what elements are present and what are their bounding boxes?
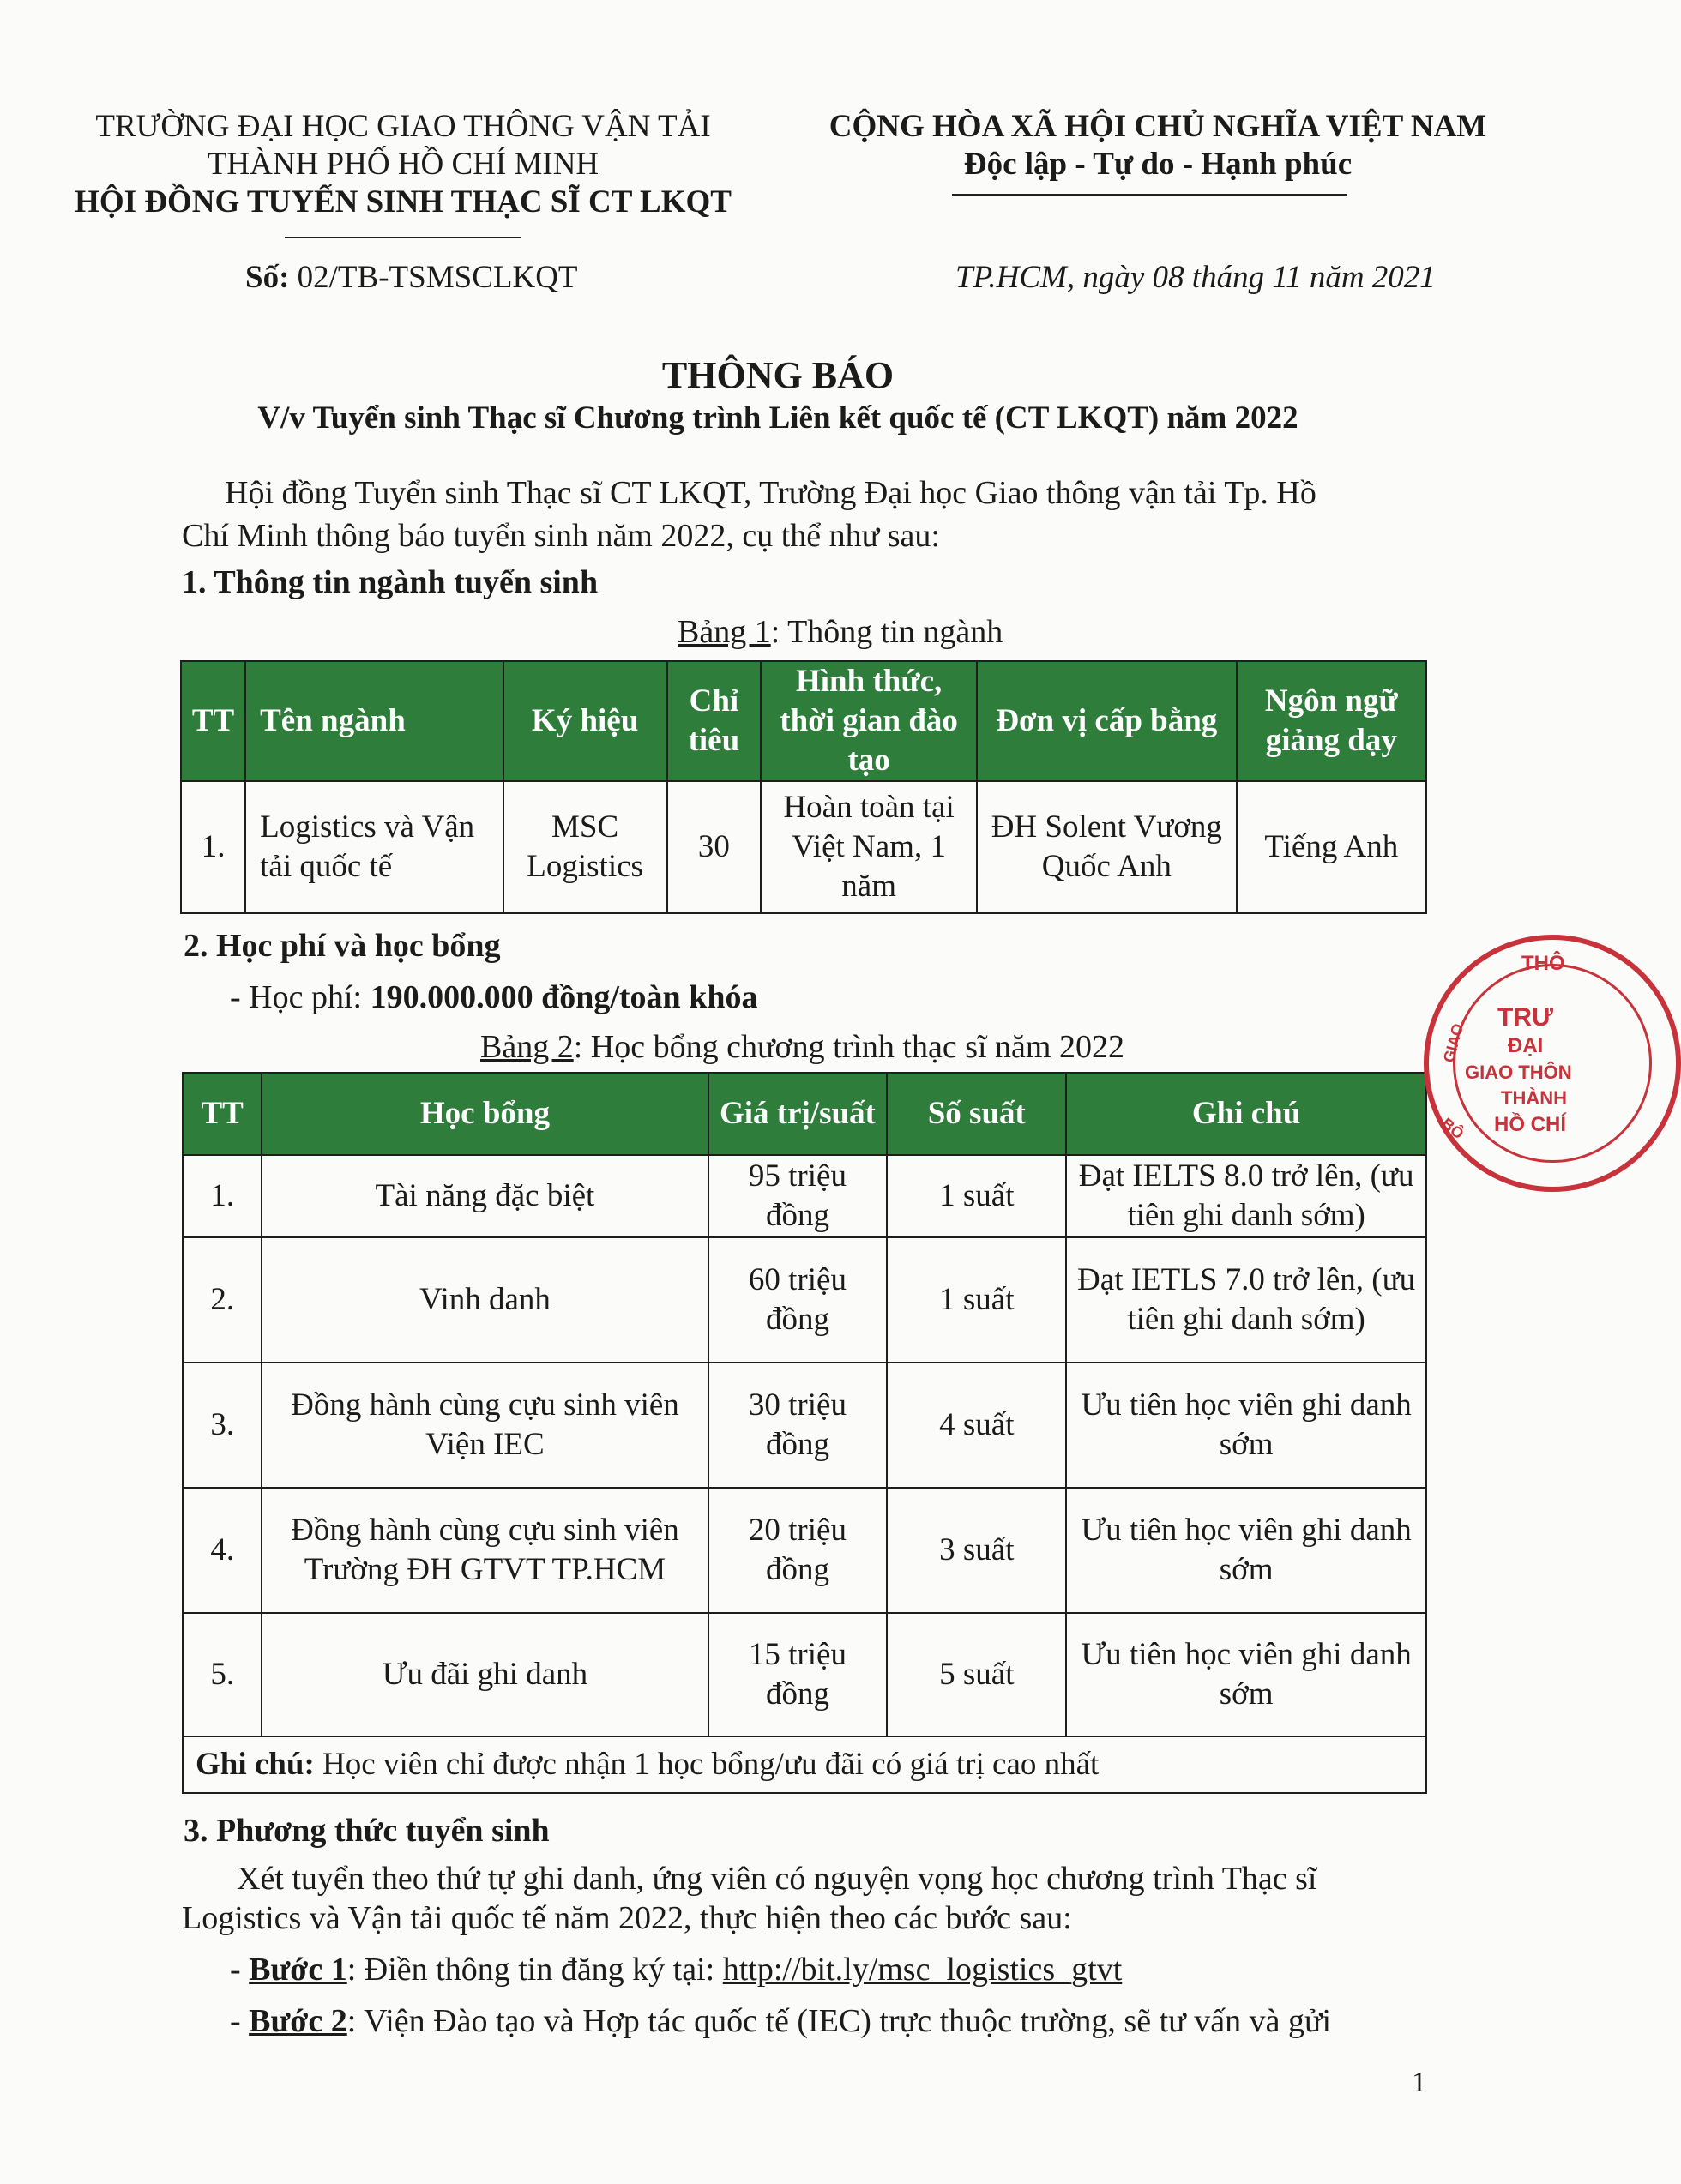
table-row (183, 1237, 1426, 1363)
table2-cell: 4. (183, 1488, 262, 1613)
table2-cell: 2. (183, 1237, 262, 1363)
table2-header: Học bổng (262, 1073, 708, 1155)
table1-caption (678, 609, 1003, 655)
header-left-rule (285, 237, 521, 238)
stamp-text: GIAO THÔN (1465, 1062, 1572, 1083)
table1-header: Ngôn ngữ giảng dạy (1237, 661, 1426, 781)
section-2-heading: 2. Học phí và học bổng (184, 928, 501, 964)
table1-cell: Tiếng Anh (1237, 781, 1426, 913)
table2-cell: Ưu tiên học viên ghi danh sớm (1066, 1488, 1426, 1613)
step2-text: : Viện Đào tạo và Hợp tác quốc tế (IEC) trực thuộc trường, sẽ tư vấn và gửi (346, 2003, 1332, 2039)
registration-link[interactable]: http://bit.ly/msc_logistics_gtvt (722, 1952, 1123, 1988)
doc-number (245, 259, 578, 296)
table2-note (183, 1736, 1426, 1793)
stamp-text: THÔ (1521, 952, 1565, 975)
table2-caption-text: : Học bổng chương trình thạc sĩ năm 2022 (573, 1029, 1124, 1065)
tuition-label: - Học phí: (230, 979, 371, 1015)
table2-cell: 60 triệu đồng (708, 1237, 888, 1363)
method-line-2: Logistics và Vận tải quốc tế năm 2022, thực hiện theo các bước sau: (182, 1900, 1072, 1936)
table-row (183, 1155, 1426, 1237)
step1-text: : Điền thông tin đăng ký tại: (346, 1952, 723, 1988)
stamp-text: ĐẠI (1508, 1034, 1544, 1057)
table2-caption (480, 1024, 1124, 1070)
table-row (183, 1488, 1426, 1613)
table1-cell: Hoàn toàn tại Việt Nam, 1 năm (761, 781, 977, 913)
stamp-text: GIAO (1439, 1021, 1467, 1065)
program-table (180, 660, 1427, 914)
table2-cell: 1 suất (887, 1155, 1066, 1237)
page-number: 1 (1412, 2067, 1426, 2098)
scholarship-table (182, 1072, 1427, 1794)
table2-header: Số suất (887, 1073, 1066, 1155)
table2-cell: Ưu tiên học viên ghi danh sớm (1066, 1613, 1426, 1736)
step-2: - Bước 2: Viện Đào tạo và Hợp tác quốc tế (IEC) trực thuộc trường, sẽ tư vấn và gửi (230, 2003, 1332, 2039)
stamp-text: THÀNH (1501, 1087, 1567, 1109)
table1-caption-label: Bảng 1 (678, 614, 771, 650)
table1-header: TT (181, 661, 245, 781)
stamp-text: BỘ (1438, 1114, 1467, 1143)
table2-cell: 3 suất (887, 1488, 1066, 1613)
table2-cell: 1 suất (887, 1237, 1066, 1363)
nation-name: CỘNG HÒA XÃ HỘI CHỦ NGHĨA VIỆT NAM (828, 109, 1487, 144)
table1-header: Chỉ tiêu (667, 661, 762, 781)
table1-caption-text: : Thông tin ngành (770, 614, 1003, 650)
table2-cell: Đạt IETLS 7.0 trở lên, (ưu tiên ghi danh sớm) (1066, 1237, 1426, 1363)
table1-header: Hình thức, thời gian đào tạo (761, 661, 977, 781)
table1-header: Ký hiệu (503, 661, 667, 781)
motto: Độc lập - Tự do - Hạnh phúc (963, 147, 1353, 182)
section-3-heading: 3. Phương thức tuyển sinh (184, 1813, 550, 1849)
table2-cell: Ưu đãi ghi danh (262, 1613, 708, 1736)
header-right (789, 108, 1527, 184)
table2-cell: 4 suất (887, 1363, 1066, 1488)
table1-cell: 1. (181, 781, 245, 913)
doc-title: THÔNG BÁO (661, 354, 895, 396)
header-right-rule (952, 194, 1347, 196)
table2-header: Ghi chú (1066, 1073, 1426, 1155)
table2-cell: 3. (183, 1363, 262, 1488)
stamp-text: TRƯ (1497, 1003, 1553, 1032)
step-1: - Bước 1: Điền thông tin đăng ký tại: http://bit.ly/msc_logistics_gtvt (230, 1952, 1123, 1988)
table2-cell: Tài năng đặc biệt (262, 1155, 708, 1237)
table1-cell: ĐH Solent Vương Quốc Anh (977, 781, 1237, 913)
table1-header: Tên ngành (245, 661, 503, 781)
intro-line-2: Chí Minh thông báo tuyển sinh năm 2022, cụ thể như sau: (182, 518, 940, 554)
header-left (69, 108, 738, 221)
doc-number-label: Số: (245, 260, 290, 295)
table1-cell: 30 (667, 781, 762, 913)
council-name: HỘI ĐỒNG TUYỂN SINH THẠC SĨ CT LKQT (75, 184, 732, 220)
table2-cell: Đạt IELTS 8.0 trở lên, (ưu tiên ghi danh sớm) (1066, 1155, 1426, 1237)
table2-cell: 5 suất (887, 1613, 1066, 1736)
table2-cell: 5. (183, 1613, 262, 1736)
doc-number-value: 02/TB-TSMSCLKQT (297, 260, 578, 295)
stamp-text: HỒ CHÍ (1494, 1113, 1566, 1136)
section-1-heading: 1. Thông tin ngành tuyển sinh (182, 564, 599, 600)
table2-header: Giá trị/suất (708, 1073, 888, 1155)
table2-cell: 95 triệu đồng (708, 1155, 888, 1237)
school-city: THÀNH PHỐ HỒ CHÍ MINH (207, 147, 599, 182)
table2-cell: Đồng hành cùng cựu sinh viên Trường ĐH GTVT TP.HCM (262, 1488, 708, 1613)
table1-cell: Logistics và Vận tải quốc tế (245, 781, 503, 913)
school-name: TRƯỜNG ĐẠI HỌC GIAO THÔNG VẬN TẢI (95, 109, 711, 144)
table2-note-text: Học viên chỉ được nhận 1 học bổng/ưu đãi có giá trị cao nhất (314, 1747, 1100, 1782)
table2-caption-label: Bảng 2 (480, 1029, 574, 1065)
table2-cell: 1. (183, 1155, 262, 1237)
table-note-row (183, 1736, 1426, 1793)
table-row (181, 781, 1426, 913)
table1-header: Đơn vị cấp bằng (977, 661, 1237, 781)
step2-label: Bước 2 (249, 2003, 347, 2039)
intro-line-1: Hội đồng Tuyển sinh Thạc sĩ CT LKQT, Trường Đại học Giao thông vận tải Tp. Hồ (225, 475, 1316, 511)
place-date: TP.HCM, ngày 08 tháng 11 năm 2021 (955, 260, 1436, 295)
table2-cell: Ưu tiên học viên ghi danh sớm (1066, 1363, 1426, 1488)
tuition-line (230, 974, 757, 1020)
table2-cell: Đồng hành cùng cựu sinh viên Viện IEC (262, 1363, 708, 1488)
table2-note-label: Ghi chú: (196, 1747, 315, 1782)
table2-cell: 20 triệu đồng (708, 1488, 888, 1613)
table-row (183, 1363, 1426, 1488)
table2-cell: 15 triệu đồng (708, 1613, 888, 1736)
step1-label: Bước 1 (249, 1952, 347, 1988)
tuition-value: 190.000.000 đồng/toàn khóa (370, 979, 758, 1015)
table2-header: TT (183, 1073, 262, 1155)
table1-cell: MSC Logistics (503, 781, 667, 913)
table2-cell: Vinh danh (262, 1237, 708, 1363)
table-row (183, 1613, 1426, 1736)
doc-subtitle: V/v Tuyển sinh Thạc sĩ Chương trình Liên kết quốc tế (CT LKQT) năm 2022 (257, 400, 1298, 436)
table2-cell: 30 triệu đồng (708, 1363, 888, 1488)
official-stamp (1424, 935, 1681, 1192)
method-line-1: Xét tuyển theo thứ tự ghi danh, ứng viên có nguyện vọng học chương trình Thạc sĩ (237, 1861, 1317, 1897)
